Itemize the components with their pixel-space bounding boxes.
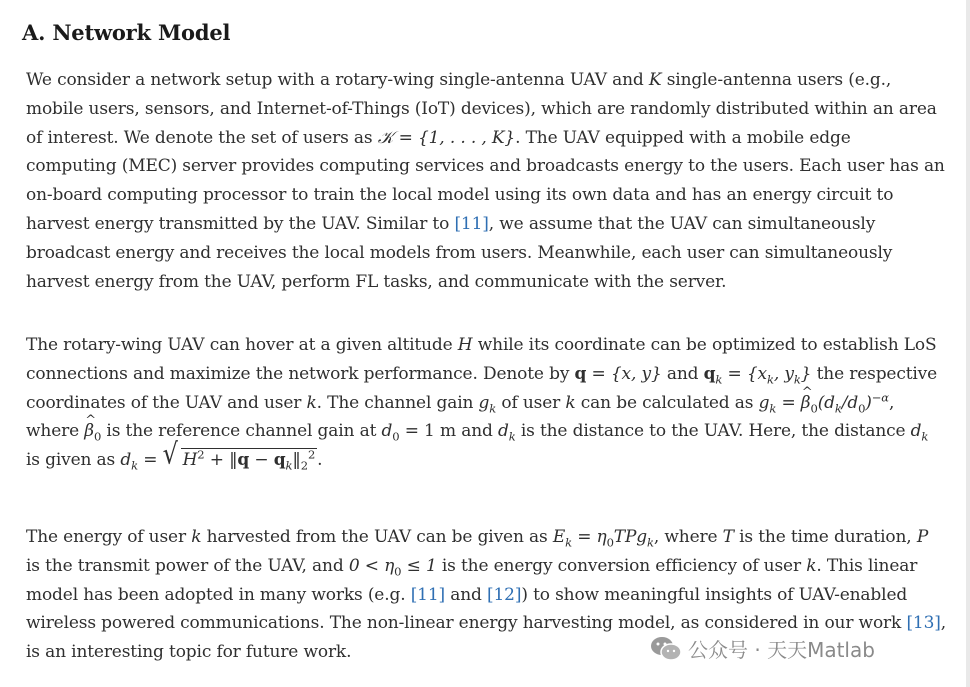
sqrt-expression: √ $H^2$ + ‖q − $q_k‖_2^2$ [162, 437, 316, 473]
watermark [650, 634, 875, 663]
reference-link-12[interactable]: [12] [487, 584, 522, 605]
section-heading: A. Network Model [22, 20, 231, 45]
reference-link-13[interactable]: [13] [906, 613, 941, 634]
watermark-text: 公众号 · 天天Matlab [688, 638, 875, 662]
wechat-icon [650, 635, 682, 663]
paragraph-energy-harvesting: The energy of user k harvested from the UAV can be given as $E_k = \eta_0TPg_k$, where T is the time duration, P is the transmit power of the UAV, and $0 < \eta_0 \le 1$ is the energy conversion efficiency of user k. This linear model has been adopted in many works (e.g. [11] and [12]) to show meaningful insights of UAV-enabled wireless powered communications. The non-linear energy harvesting model, as considered in our work [13], is an interesting topic for future work. [26, 527, 946, 663]
paragraph-channel-model: The rotary-wing UAV can hover at a given altitude H while its coordinate can be optimized to establish LoS connections and maximize the network performance. Denote by q = {x, y} and $q_k = \{x_k$, $y_k$} the respective coordinates of the UAV and user k. The channel gain $g_k$ of user k can be calculated as $g_k$ = ^ $\beta_0(d_k/d_0)^{-\alpha}$, where ^ $\beta_0$ is the reference channel gain at $d_0 = 1$ m and $d_k$ is the distance to the UAV. Here, the distance $d_k$ is given as $d_k$ = √ $H^2$ + ‖q − $q_k‖_2^2$ . [26, 331, 946, 475]
reference-link-11[interactable]: [11] [410, 584, 445, 605]
paragraph-network-setup: We consider a network setup with a rotary-wing single-antenna UAV and K single-antenna users (e.g., mobile users, sensors, and Internet-of-Things (IoT) devices), which are randomly distributed within an area of interest. We denote the set of users as 𝒦 = {1, . . . , K}. The UAV equipped with a mobile edge computing (MEC) server provides computing services and broadcasts energy to the users. Each user has an on-board computing processor to train the local model using its own data and has an energy circuit to harvest energy transmitted by the UAV. Similar to [11], we assume that the UAV can simultaneously broadcast energy and receives the local models from users. Meanwhile, each user can simultaneously harvest energy from the UAV, perform FL tasks, and communicate with the server. [26, 70, 945, 292]
scrollbar-edge[interactable] [966, 0, 970, 687]
reference-link-11[interactable]: [11] [454, 213, 489, 234]
